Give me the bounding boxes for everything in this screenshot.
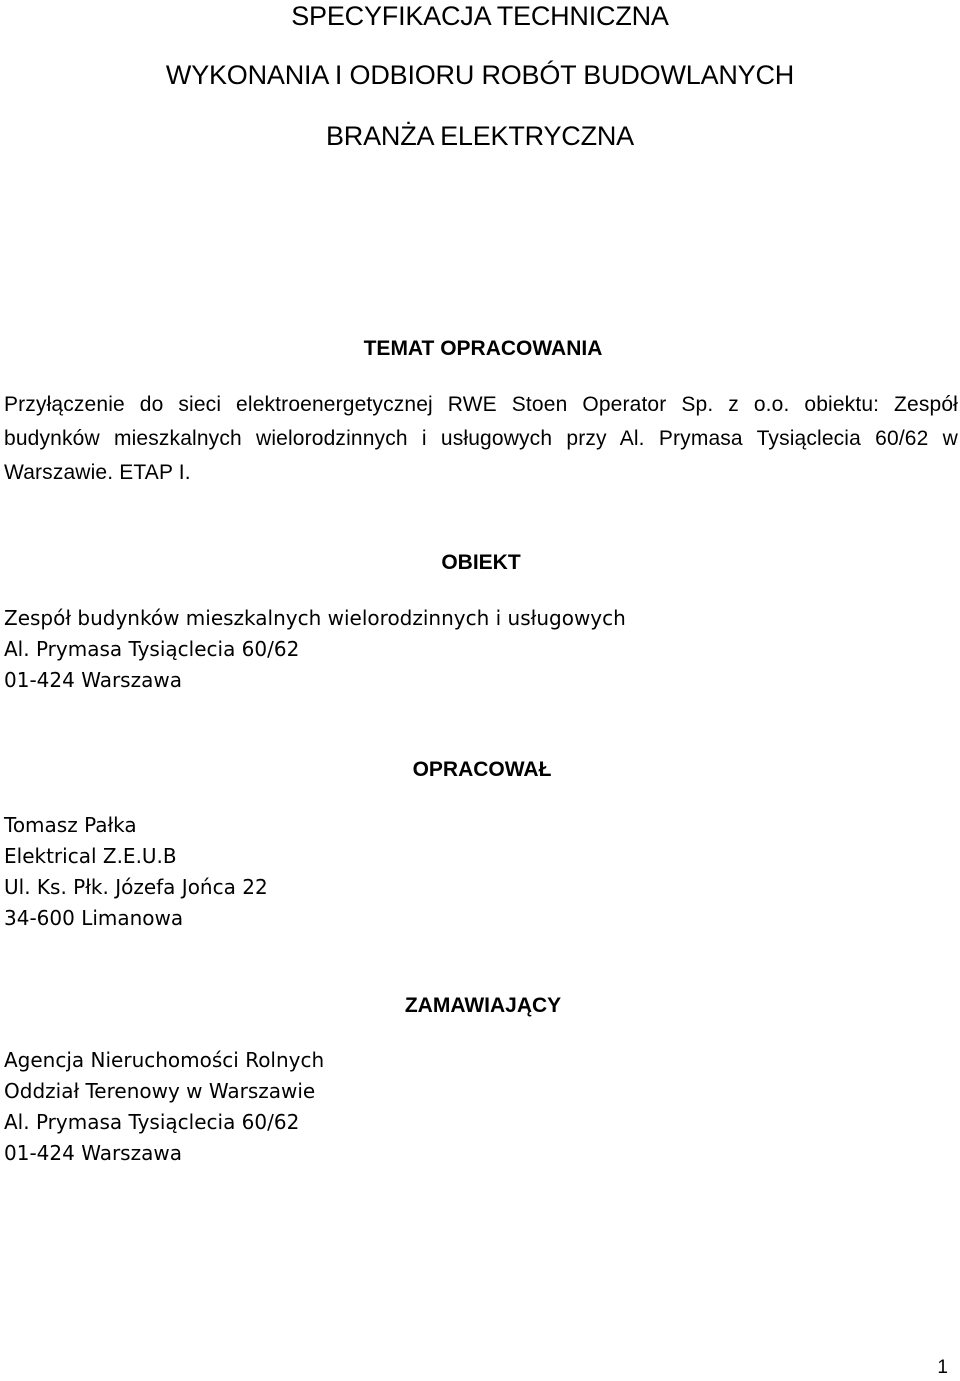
opracowal-line: Elektrical Z.E.U.B [4,844,177,868]
zamawiajacy-heading: ZAMAWIAJĄCY [404,994,562,1017]
obiekt-line: 01-424 Warszawa [4,668,182,692]
opracowal-line: Tomasz Pałka [4,813,137,837]
opracowal-heading: OPRACOWAŁ [412,758,552,781]
document-title-line-1: SPECYFIKACJA TECHNICZNA [291,1,669,31]
opracowal-address [4,810,724,934]
zamawiajacy-line: Agencja Nieruchomości Rolnych [4,1048,325,1072]
opracowal-line: 34-600 Limanowa [4,906,184,930]
temat-heading: TEMAT OPRACOWANIA [363,337,603,360]
zamawiajacy-address [4,1045,724,1169]
obiekt-heading: OBIEKT [441,551,521,574]
obiekt-address [4,603,724,696]
zamawiajacy-line: Al. Prymasa Tysiąclecia 60/62 [4,1110,300,1134]
obiekt-line: Zespół budynków mieszkalnych wielorodzinnych i usługowych [4,606,626,630]
zamawiajacy-line: 01-424 Warszawa [4,1141,182,1165]
temat-text: Przyłączenie do sieci elektroenergetycznej RWE Stoen Operator Sp. z o.o. obiektu: Zespół budynków mieszkalnych wielorodzinnych i usługowych przy Al. Prymasa Tysiąclecia 60/62 w Warszawie. ETAP I. [4,393,958,484]
document-title-line-2: WYKONANIA I ODBIORU ROBÓT BUDOWLANYCH [165,60,795,90]
page-number: 1 [937,1357,948,1378]
obiekt-line: Al. Prymasa Tysiąclecia 60/62 [4,637,300,661]
opracowal-line: Ul. Ks. Płk. Józefa Jońca 22 [4,875,268,899]
zamawiajacy-line: Oddział Terenowy w Warszawie [4,1079,316,1103]
document-title-line-3: BRANŻA ELEKTRYCZNA [326,121,634,151]
